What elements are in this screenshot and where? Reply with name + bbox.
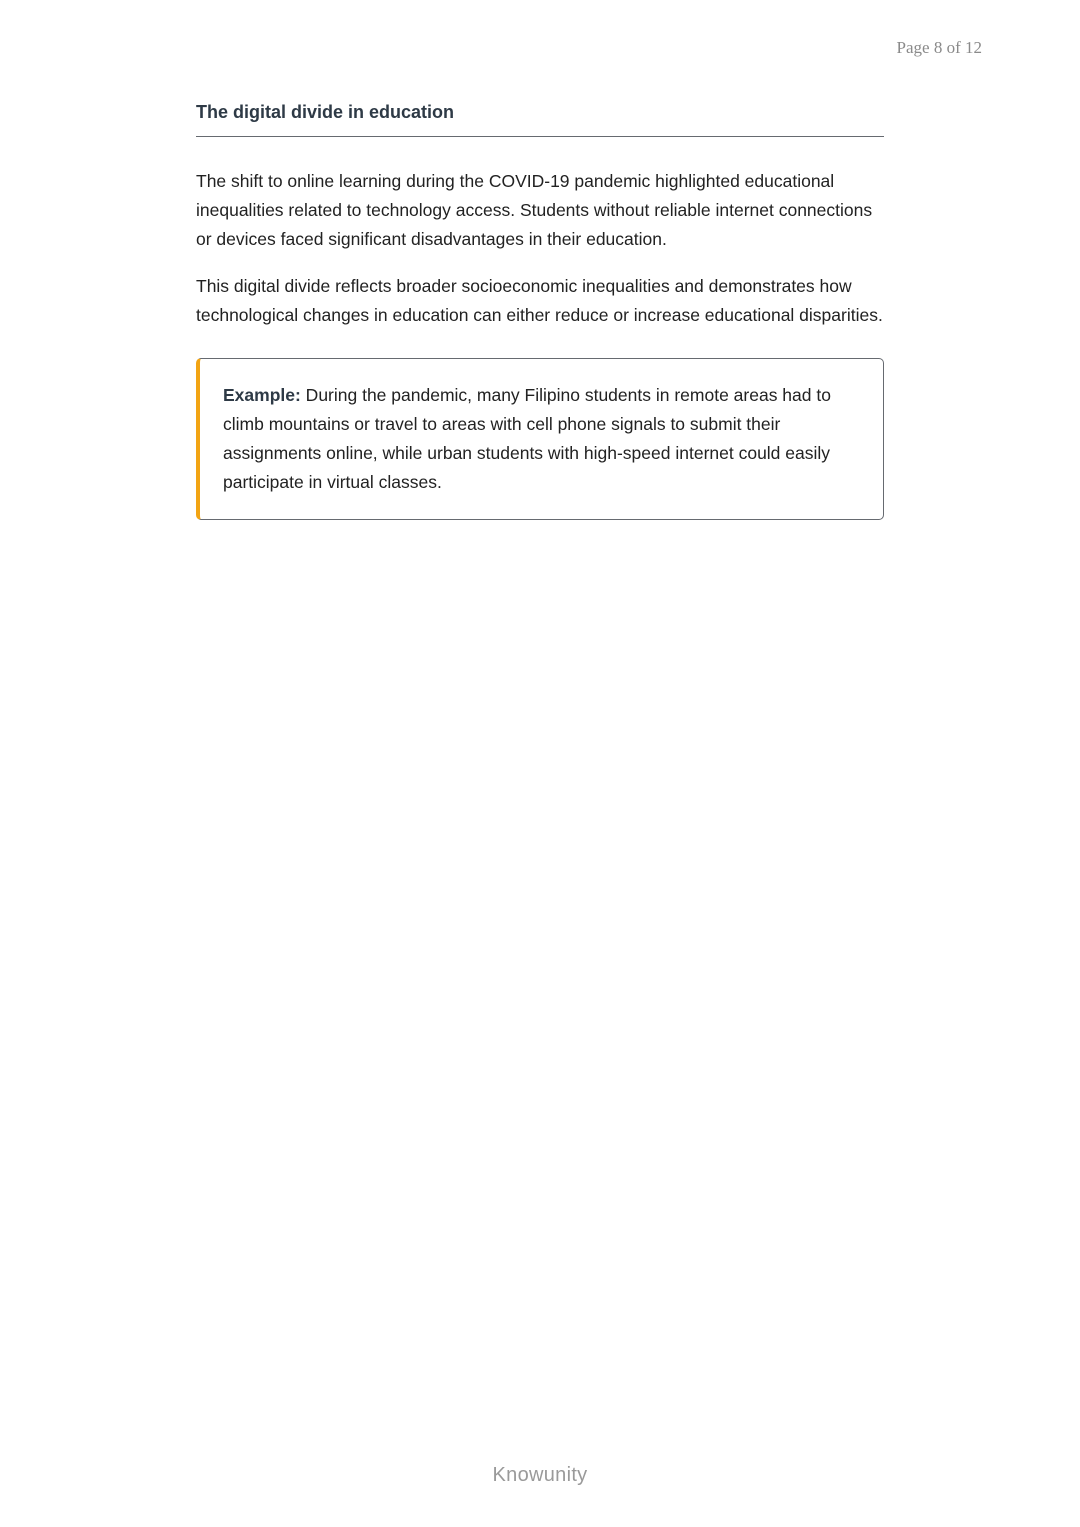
page-number: Page 8 of 12	[896, 38, 982, 57]
section-title: The digital divide in education	[196, 100, 884, 137]
paragraph: The shift to online learning during the COVID-19 pandemic highlighted educational inequalities related to technology access. Students without reliable internet connections or devices faced significant disadvantages in their education.	[196, 171, 873, 249]
document-content	[196, 100, 884, 520]
footer-brand-logo: Knowunity	[492, 1464, 588, 1486]
example-body: During the pandemic, many Filipino students in remote areas had to climb mountains or travel to areas with cell phone signals to submit their assignments online, while urban students with high-speed internet could easily participate in virtual classes.	[223, 385, 831, 492]
example-text	[223, 381, 859, 497]
example-label: Example:	[223, 385, 301, 405]
paragraph: This digital divide reflects broader socioeconomic inequalities and demonstrates how technological changes in education can either reduce or increase educational disparities.	[196, 276, 883, 325]
example-callout	[196, 358, 884, 520]
